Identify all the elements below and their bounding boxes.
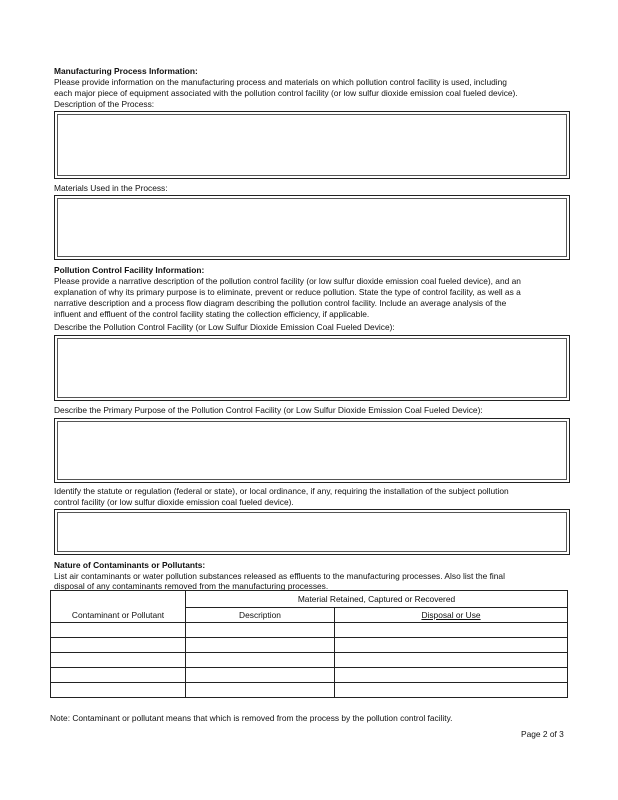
process-label: Description of the Process:	[54, 99, 155, 109]
facility-instructions-1: Please provide a narrative description of the pollution control facility (or low sulfur dioxide emission coal fueled device), and an	[54, 276, 521, 286]
contaminants-table	[50, 590, 568, 698]
table-row	[51, 653, 568, 668]
contaminant-column-header: Contaminant or Pollutant	[51, 608, 186, 623]
describe-facility-label: Describe the Pollution Control Facility (or Low Sulfur Dioxide Emission Coal Fueled Device):	[54, 322, 395, 332]
disposal-cell[interactable]	[335, 623, 568, 638]
disposal-column-header: Disposal or Use	[335, 608, 568, 623]
description-cell[interactable]	[186, 668, 335, 683]
description-cell[interactable]	[186, 653, 335, 668]
table-row	[51, 668, 568, 683]
statute-label-1: Identify the statute or regulation (federal or state), or local ordinance, if any, requiring the installation of the subject pollution	[54, 486, 509, 496]
contaminant-cell[interactable]	[51, 623, 186, 638]
contaminants-instructions-2: disposal of any contaminants removed from the manufacturing processes.	[54, 581, 329, 591]
disposal-cell[interactable]	[335, 668, 568, 683]
pollution-facility-heading: Pollution Control Facility Information:	[54, 265, 205, 275]
manufacturing-instructions-2: each major piece of equipment associated with the pollution control facility (or low sulfur dioxide emission coal fueled device).	[54, 88, 518, 98]
manufacturing-heading: Manufacturing Process Information:	[54, 66, 198, 76]
statute-field[interactable]	[54, 509, 570, 555]
contaminant-cell[interactable]	[51, 668, 186, 683]
contaminant-cell[interactable]	[51, 653, 186, 668]
materials-field[interactable]	[54, 195, 570, 260]
page-number: Page 2 of 3	[521, 729, 564, 739]
primary-purpose-field[interactable]	[54, 418, 570, 483]
description-cell[interactable]	[186, 638, 335, 653]
disposal-cell[interactable]	[335, 653, 568, 668]
facility-instructions-3: narrative description and a process flow diagram describing the pollution control facility. Include an average analysis of the	[54, 298, 507, 308]
process-description-field[interactable]	[54, 111, 570, 179]
note-text: Note: Contaminant or pollutant means that which is removed from the process by the pollution control facility.	[50, 713, 453, 723]
description-column-header: Description	[186, 608, 335, 623]
material-retained-header: Material Retained, Captured or Recovered	[186, 591, 568, 608]
manufacturing-instructions-1: Please provide information on the manufacturing process and materials on which pollution control facility is used, including	[54, 77, 507, 87]
disposal-cell[interactable]	[335, 638, 568, 653]
blank-header-cell	[51, 591, 186, 608]
primary-purpose-label: Describe the Primary Purpose of the Pollution Control Facility (or Low Sulfur Dioxide Emission Coal Fueled Device):	[54, 405, 483, 415]
facility-instructions-4: influent and effluent of the control facility stating the collection efficiency, if applicable.	[54, 309, 370, 319]
contaminant-cell[interactable]	[51, 638, 186, 653]
disposal-cell[interactable]	[335, 683, 568, 698]
table-row	[51, 623, 568, 638]
table-row	[51, 638, 568, 653]
materials-label: Materials Used in the Process:	[54, 183, 168, 193]
statute-label-2: control facility (or low sulfur dioxide emission coal fueled device).	[54, 497, 294, 507]
contaminant-cell[interactable]	[51, 683, 186, 698]
table-row	[51, 683, 568, 698]
describe-facility-field[interactable]	[54, 335, 570, 401]
description-cell[interactable]	[186, 683, 335, 698]
contaminants-heading: Nature of Contaminants or Pollutants:	[54, 560, 206, 570]
description-cell[interactable]	[186, 623, 335, 638]
contaminants-instructions-1: List air contaminants or water pollution substances released as effluents to the manufacturing processes. Also list the final	[54, 571, 505, 581]
facility-instructions-2: explanation of why its primary purpose is to eliminate, prevent or reduce pollution. State the type of control facility, as well as a	[54, 287, 521, 297]
